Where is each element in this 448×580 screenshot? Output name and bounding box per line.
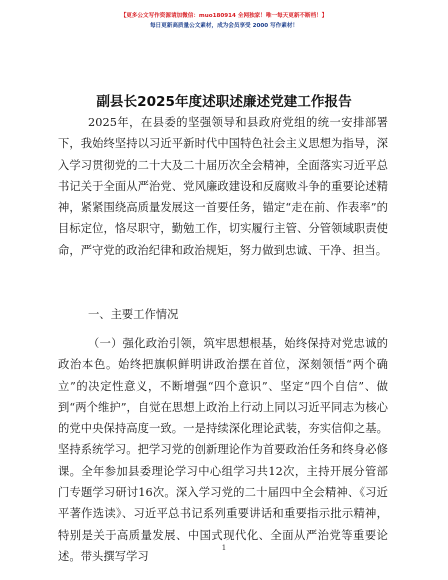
section-heading: 一、主要工作情况 — [88, 308, 179, 321]
document-title: 副县长2025年度述职述廉述党建工作报告 — [96, 94, 352, 110]
page-number: 1 — [221, 544, 227, 552]
promo-banner-line-1: 【更多公文写作资源请加微信：muo180914 全网独家！唯一每天更新不断档！】 — [120, 13, 328, 19]
intro-paragraph: 2025年，在县委的坚强领导和县政府党组的统一安排部署下，我始终坚持以习近平新时代中国特色社会主义思想为指导，深入学习贯彻党的二十大及二十届历次全会精神，全面落实习近平总书记关于全面从严治党、党风廉政建设和反腐败斗争的重要论述精神，紧紧围绕高质量发展这一首要任务，锚定“走在前、作表率”的目标定位，恪尽职守，勤勉工作，切实履行主管、分管领域职责使命，严守党的政治纪律和政治规矩，努力做到忠诚、干净、担当。 — [58, 116, 388, 257]
section-paragraph: （一）强化政治引领，筑牢思想根基，始终保持对党忠诚的政治本色。始终把旗帜鲜明讲政治摆在首位，深刻领悟“两个确立”的决定性意义，不断增强“四个意识”、坚定“四个自信”、做到“两个维护”，自觉在思想上政治上行动上同以习近平同志为核心的党中央保持高度一致。一是持续深化理论武装，夯实信仰之基。坚持系统学习。把学习党的创新理论作为首要政治任务和终身必修课。全年参加县委理论学习中心组学习共12次，主持开展分管部门专题学习研讨16次。深入学习党的二十届四中全会精神、《习近平著作选读》、习近平总书记系列重要讲话和重要指示批示精神，特别是关于高质量发展、中国式现代化、全面从严治党等重要论述。带头撰写学习 — [58, 337, 388, 563]
promo-banner-line-2: 每日更新高质量公文素材，成为会员享受 2000 写作素材！ — [149, 23, 299, 29]
